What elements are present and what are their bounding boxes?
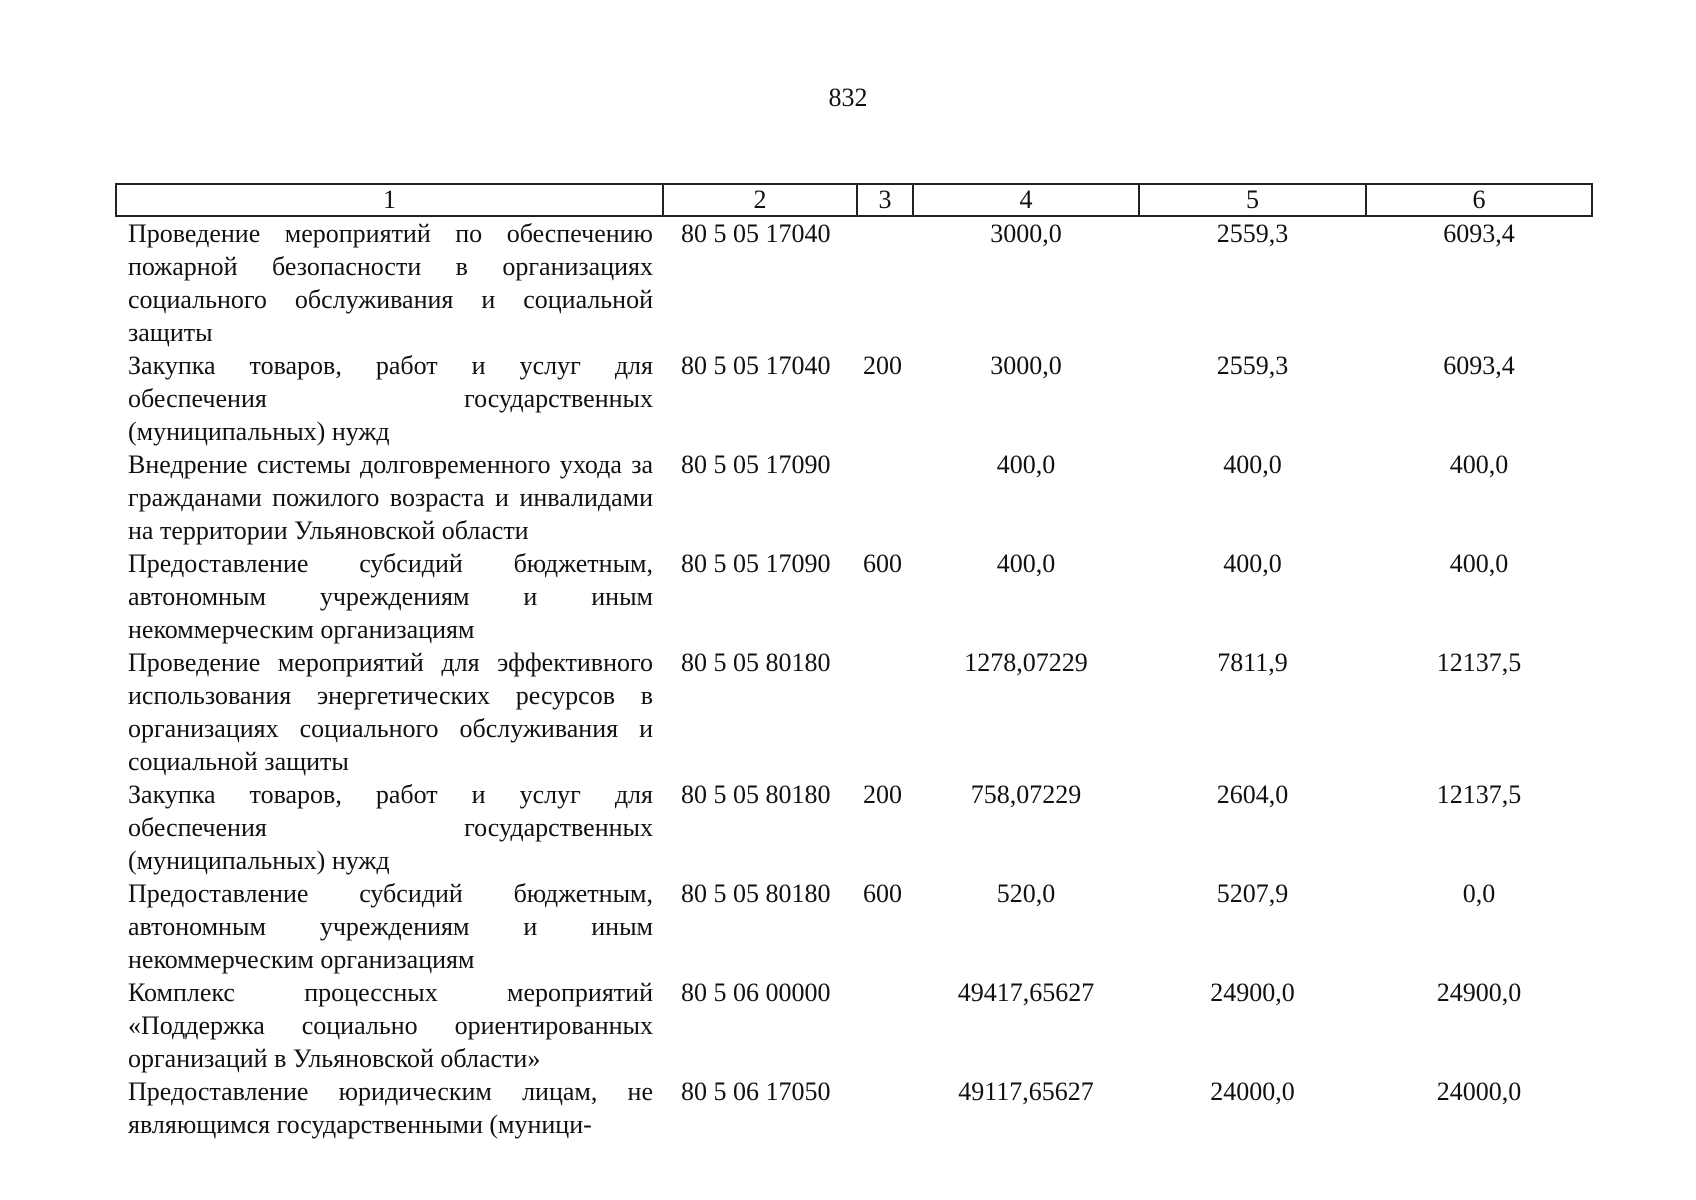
row-value-4: 758,07229 (970, 780, 1082, 809)
row-value-5: 7811,9 (1217, 648, 1288, 677)
table-row (116, 547, 1592, 646)
row-expense-type: 200 (863, 351, 902, 380)
row-value-6: 6093,4 (1443, 351, 1515, 380)
table-row (116, 877, 1592, 976)
row-value-5: 2559,3 (1216, 351, 1289, 380)
table-row (116, 216, 1592, 349)
row-value-4: 49117,65627 (958, 1077, 1094, 1106)
table-row (116, 448, 1592, 547)
row-name: Проведение мероприятий для эффективного использования энергетических ресурсов в организациях социального обслуживания и социальной защиты (128, 648, 653, 776)
row-code: 80 5 06 00000 (681, 978, 831, 1007)
table-row (116, 1075, 1592, 1141)
table-row (116, 778, 1592, 877)
row-name: Внедрение системы долговременного ухода за гражданами пожилого возраста и инвалидами на территории Ульяновской области (128, 450, 653, 545)
row-value-5: 400,0 (1223, 549, 1282, 578)
row-name: Закупка товаров, работ и услуг для обеспечения государственных (муниципальных) нужд (128, 780, 653, 875)
row-value-5: 400,0 (1223, 450, 1282, 479)
row-expense-type (857, 448, 913, 547)
row-name: Закупка товаров, работ и услуг для обеспечения государственных (муниципальных) нужд (128, 351, 653, 446)
header-row (116, 184, 1592, 216)
row-value-4: 400,0 (996, 549, 1056, 578)
row-code: 80 5 05 17090 (681, 549, 831, 578)
column-header-3: 3 (857, 184, 913, 216)
row-value-6: 400,0 (1449, 549, 1509, 578)
row-name: Предоставление юридическим лицам, не являющимся государственными (муници- (128, 1077, 653, 1139)
row-name: Комплекс процессных мероприятий «Поддержка социально ориентированных организаций в Ульяновской области» (128, 978, 653, 1073)
table-row (116, 976, 1592, 1075)
row-expense-type (857, 1075, 913, 1141)
page-number: 832 (828, 83, 868, 112)
row-expense-type (857, 646, 913, 778)
table-row (116, 646, 1592, 778)
column-header-2: 2 (663, 184, 857, 216)
row-expense-type (857, 216, 913, 349)
table-row (116, 349, 1592, 448)
row-code: 80 5 05 80180 (681, 780, 831, 809)
row-code: 80 5 06 17050 (681, 1077, 831, 1106)
row-value-4: 1278,07229 (964, 648, 1088, 677)
row-value-4: 400,0 (996, 450, 1056, 479)
row-value-6: 400,0 (1449, 450, 1509, 479)
row-expense-type: 600 (863, 549, 902, 578)
row-expense-type: 200 (863, 780, 902, 809)
row-value-5: 24900,0 (1210, 978, 1295, 1007)
column-header-6: 6 (1366, 184, 1592, 216)
row-value-6: 12137,5 (1436, 648, 1522, 677)
row-value-6: 12137,5 (1436, 780, 1522, 809)
row-value-5: 5207,9 (1216, 879, 1289, 908)
row-value-4: 49417,65627 (957, 978, 1095, 1007)
row-expense-type (857, 976, 913, 1075)
column-header-5: 5 (1139, 184, 1366, 216)
row-value-4: 520,0 (996, 879, 1056, 908)
row-value-4: 3000,0 (990, 219, 1062, 248)
row-value-6: 24900,0 (1436, 978, 1522, 1007)
row-value-5: 2604,0 (1216, 780, 1289, 809)
row-value-6: 6093,4 (1443, 219, 1515, 248)
row-code: 80 5 05 80180 (681, 648, 831, 677)
column-header-4: 4 (913, 184, 1139, 216)
row-expense-type: 600 (863, 879, 902, 908)
row-value-5: 24000,0 (1210, 1077, 1295, 1106)
row-code: 80 5 05 80180 (681, 879, 831, 908)
row-name: Проведение мероприятий по обеспечению пожарной безопасности в организациях социального обслуживания и социальной защиты (128, 219, 653, 347)
row-value-6: 0,0 (1462, 879, 1496, 908)
column-header-1: 1 (116, 184, 663, 216)
budget-table (115, 183, 1593, 1141)
row-value-6: 24000,0 (1436, 1077, 1522, 1106)
row-value-5: 2559,3 (1216, 219, 1289, 248)
row-name: Предоставление субсидий бюджетным, автономным учреждениям и иным некоммерческим организациям (128, 549, 653, 644)
row-name: Предоставление субсидий бюджетным, автономным учреждениям и иным некоммерческим организациям (128, 879, 653, 974)
row-value-4: 3000,0 (990, 351, 1062, 380)
row-code: 80 5 05 17040 (681, 219, 831, 248)
row-code: 80 5 05 17090 (681, 450, 831, 479)
row-code: 80 5 05 17040 (681, 351, 831, 380)
